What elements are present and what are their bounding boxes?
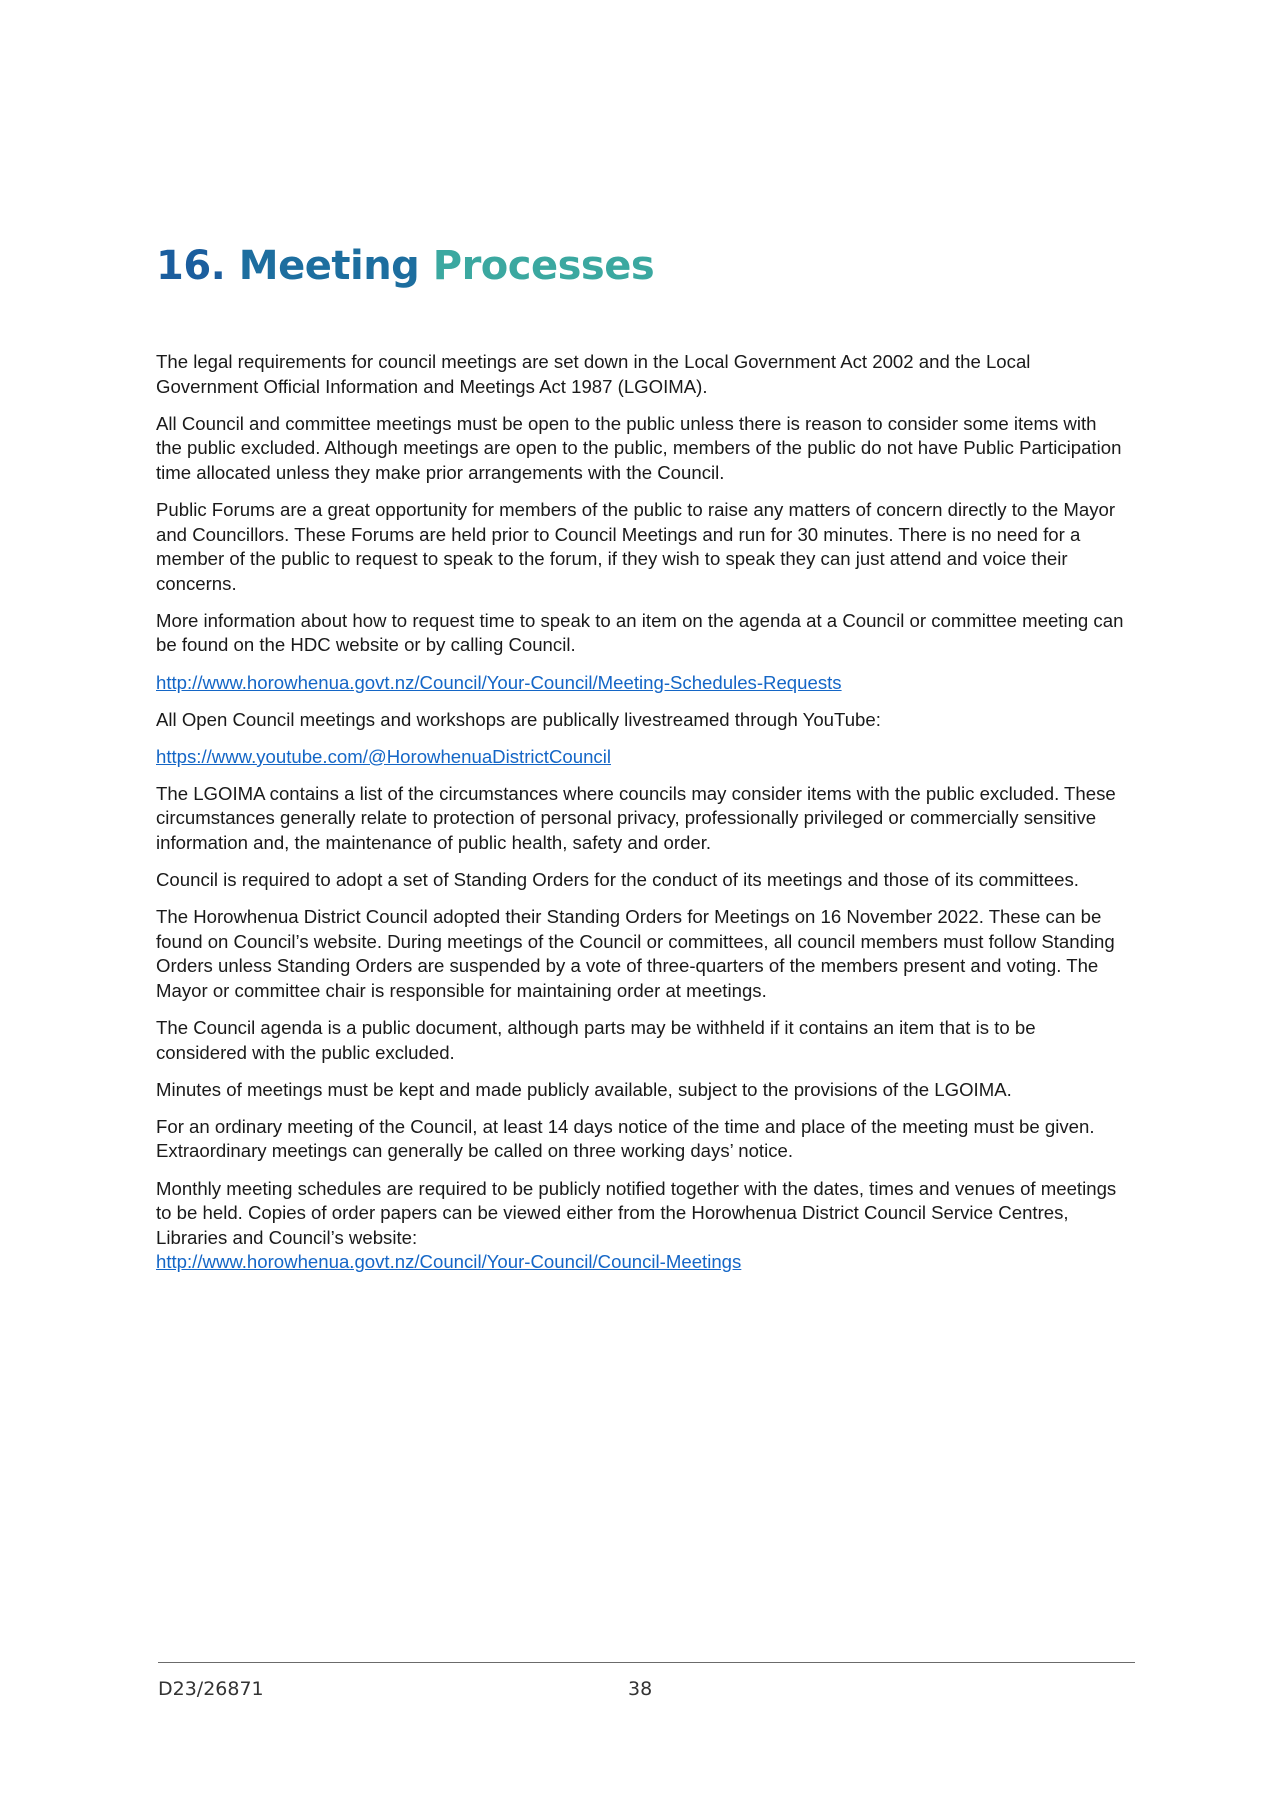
section-heading (156, 238, 654, 294)
paragraph-standing-orders: Council is required to adopt a set of Standing Orders for the conduct of its meetings and those of its committees. (156, 869, 1079, 891)
paragraph-meeting-schedules (156, 1177, 1126, 1275)
paragraph-open-meetings: All Council and committee meetings must be open to the public unless there is reason to consider some items with the public excluded. Although meetings are open to the public, members of the public do not have Public Participation time allocated unless they make prior arrangements with the Council. (156, 412, 1122, 483)
footer-divider (158, 1662, 1135, 1663)
youtube-channel-link[interactable]: https://www.youtube.com/@HorowhenuaDistrictCouncil (156, 745, 611, 767)
page-number: 38 (628, 1678, 653, 1700)
paragraph-council-agenda: The Council agenda is a public document, although parts may be withheld if it contains an item that is to be considered with the public excluded. (156, 1017, 1036, 1063)
paragraph-link-container (156, 671, 1126, 696)
meeting-schedules-link[interactable]: http://www.horowhenua.govt.nz/Council/Your-Council/Meeting-Schedules-Requests (156, 671, 842, 693)
paragraph-public-forums: Public Forums are a great opportunity for members of the public to raise any matters of concern directly to the Mayor and Councillors. These Forums are held prior to Council Meetings and run for 30 minutes. There is no need for a member of the public to request to speak to the forum, if they wish to speak they can just attend and voice their concerns. (156, 498, 1116, 594)
section-number: 16. (156, 243, 226, 289)
section-title-word-1: Meeting (238, 243, 420, 289)
paragraph-notice-period: For an ordinary meeting of the Council, at least 14 days notice of the time and place of the meeting must be given. Extraordinary meetings can generally be called on three working days’ notice. (156, 1115, 1095, 1162)
paragraph-link-container (156, 745, 1126, 770)
paragraph-livestream: All Open Council meetings and workshops are publically livestreamed through YouTube: (156, 708, 881, 730)
paragraph-minutes: Minutes of meetings must be kept and made publicly available, subject to the provisions of the LGOIMA. (156, 1078, 1012, 1100)
paragraph-adopted-standing-orders: The Horowhenua District Council adopted their Standing Orders for Meetings on 16 November 2022. These can be found on Council’s website. During meetings of the Council or committees, all council members must follow Standing Orders unless Standing Orders are suspended by a vote of three-quarters of the members present and voting. The Mayor or committee chair is responsible for maintaining order at meetings. (156, 906, 1115, 1001)
document-reference: D23/26871 (158, 1678, 264, 1700)
paragraph-more-information: More information about how to request time to speak to an item on the agenda at a Council or committee meeting can be found on the HDC website or by calling Council. (156, 609, 1124, 656)
body-text (156, 350, 1126, 1287)
meeting-schedules-text: Monthly meeting schedules are required to be publicly notified together with the dates, times and venues of meetings to be held. Copies of order papers can be viewed either from the Horowhenua District Council Service Centres, Libraries and Council’s website: (156, 1177, 1117, 1248)
council-meetings-link[interactable]: http://www.horowhenua.govt.nz/Council/Your-Council/Council-Meetings (156, 1251, 742, 1273)
section-title-word-2: Processes (432, 243, 655, 289)
paragraph-legal-requirements: The legal requirements for council meetings are set down in the Local Government Act 2002 and the Local Government Official Information and Meetings Act 1987 (LGOIMA). (156, 351, 1031, 397)
paragraph-lgoima-circumstances: The LGOIMA contains a list of the circumstances where councils may consider items with the public excluded. These circumstances generally relate to protection of personal privacy, professionally privileged or commercially sensitive information and, the maintenance of public health, safety and order. (156, 782, 1116, 853)
